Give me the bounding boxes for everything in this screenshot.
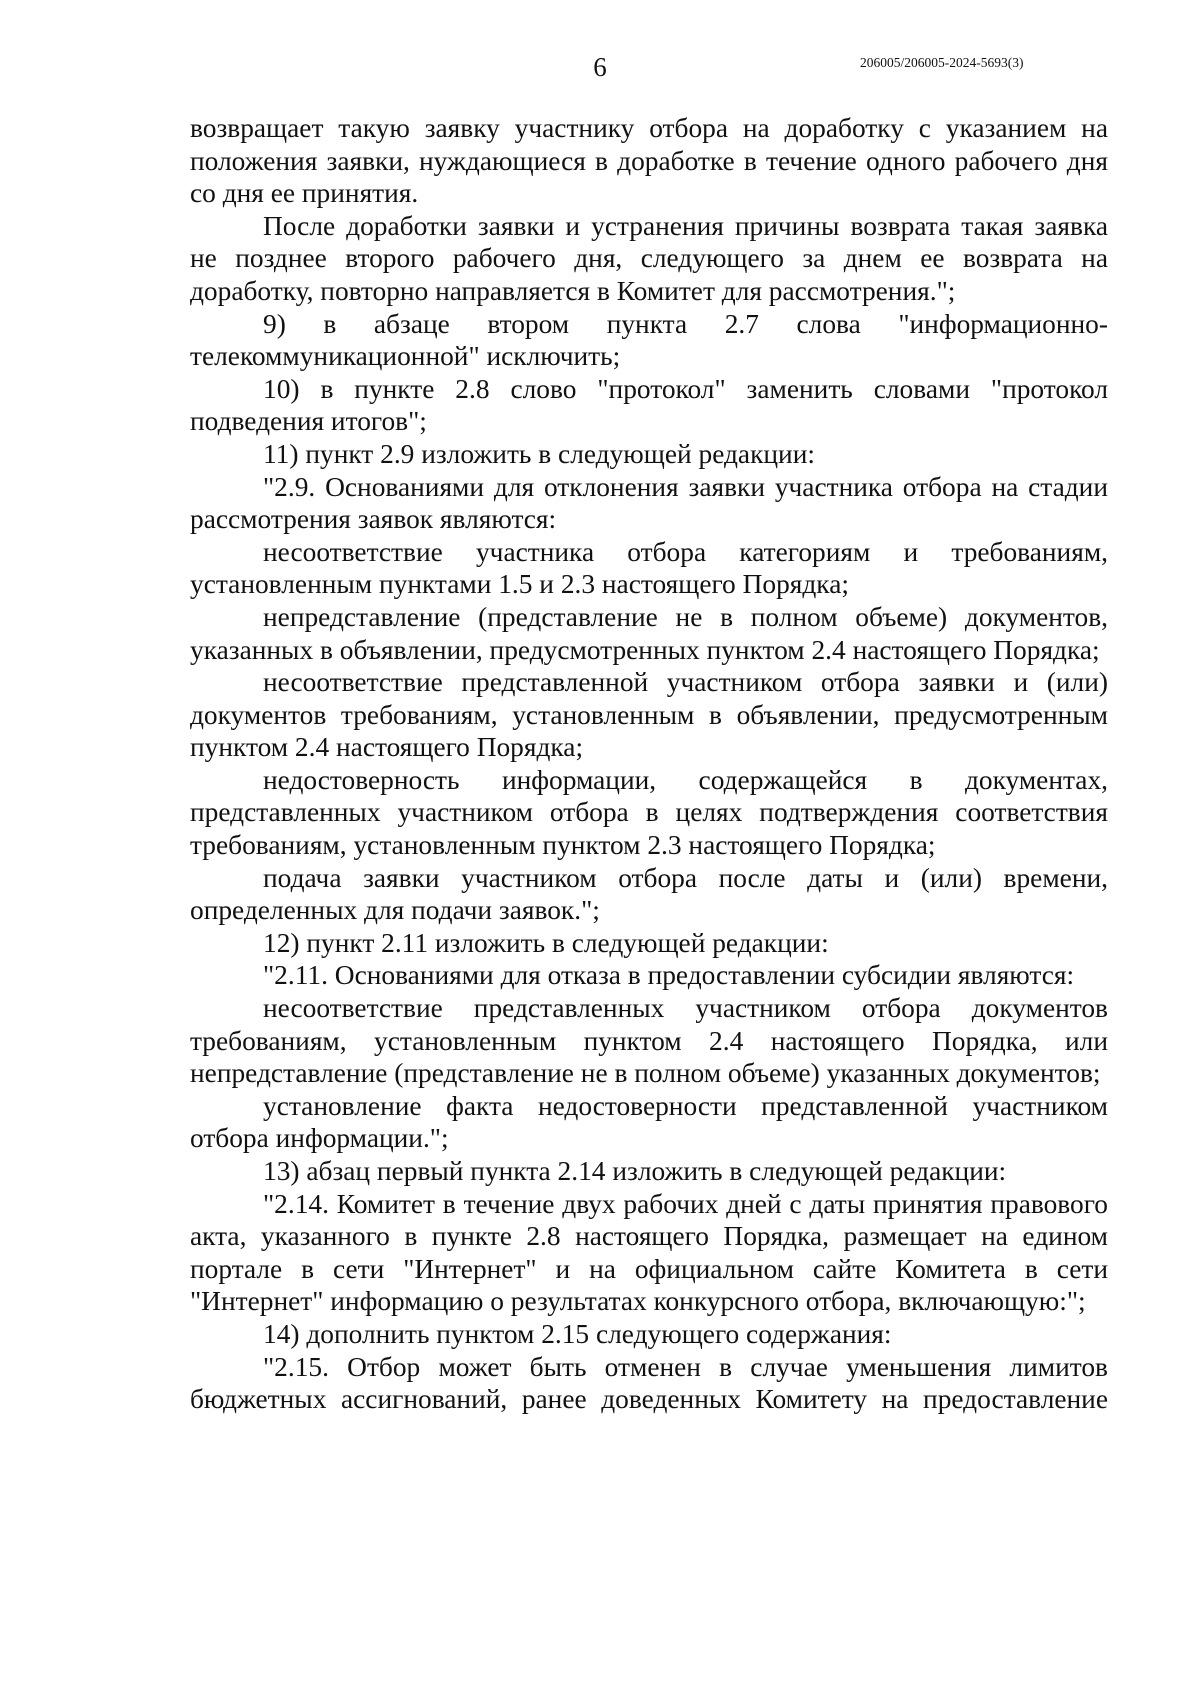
paragraph: несоответствие представленных участником отбора документов требованиям, установленным пунктом 2.4 настоящего Порядка, или непредставление (представление не в полном объеме) указанных документов; bbox=[190, 993, 1108, 1089]
paragraph: "2.14. Комитет в течение двух рабочих дней с даты принятия правового акта, указанного в пункте 2.8 настоящего Порядка, размещает на едином портале в сети "Интернет" и на официальном сайте Комитета в сети "Интернет" информацию о результатах конкурсного отбора, включающую:"; bbox=[190, 1188, 1108, 1317]
paragraph: 11) пункт 2.9 изложить в следующей редакции: bbox=[263, 438, 815, 469]
paragraph: После доработки заявки и устранения причины возврата такая заявка не позднее второго рабочего дня, следующего за днем ее возврата на доработку, повторно направляется в Комитет для рассмотрения."; bbox=[190, 210, 1108, 306]
paragraph: непредставление (представление не в полном объеме) документов, указанных в объявлении, предусмотренных пунктом 2.4 настоящего Порядка; bbox=[190, 601, 1108, 665]
paragraph: установление факта недостоверности представленной участником отбора информации."; bbox=[190, 1090, 1108, 1154]
paragraph: "2.11. Основаниями для отказа в предоставлении субсидии являются: bbox=[263, 960, 1075, 991]
paragraph: 13) абзац первый пункта 2.14 изложить в следующей редакции: bbox=[263, 1156, 1007, 1186]
paragraph: возвращает такую заявку участнику отбора на доработку с указанием на положения заявки, нуждающиеся в доработке в течение одного рабочего дня со дня ее принятия. bbox=[190, 113, 1108, 209]
paragraph: "2.9. Основаниями для отклонения заявки участника отбора на стадии рассмотрения заявок являются: bbox=[190, 471, 1108, 535]
paragraph: 12) пункт 2.11 изложить в следующей редакции: bbox=[263, 927, 829, 958]
paragraph: недостоверность информации, содержащейся в документах, представленных участником отбора в целях подтверждения соответствия требованиям, установленным пунктом 2.3 настоящего Порядка; bbox=[190, 764, 1108, 861]
document-body bbox=[190, 112, 1108, 1416]
document-id: 206005/206005-2024-5693(3) bbox=[860, 55, 1024, 70]
paragraph: 10) в пункте 2.8 слово "протокол" заменить словами "протокол подведения итогов"; bbox=[190, 373, 1108, 437]
paragraph: 9) в абзаце втором пункта 2.7 слова "информационно-телекоммуникационной" исключить; bbox=[190, 308, 1108, 372]
paragraph: несоответствие представленной участником отбора заявки и (или) документов требованиям, установленным в объявлении, предусмотренным пунктом 2.4 настоящего Порядка; bbox=[190, 667, 1108, 763]
paragraph: 14) дополнить пунктом 2.15 следующего содержания: bbox=[263, 1318, 892, 1349]
paragraph: несоответствие участника отбора категориям и требованиям, установленным пунктами 1.5 и 2.3 настоящего Порядка; bbox=[190, 536, 1108, 600]
page-number: 6 bbox=[593, 52, 607, 82]
paragraph: "2.15. Отбор может быть отменен в случае уменьшения лимитов бюджетных ассигнований, ранее доведенных Комитету на предоставление bbox=[190, 1351, 1108, 1415]
paragraph: подача заявки участником отбора после даты и (или) времени, определенных для подачи заявок."; bbox=[190, 862, 1108, 926]
